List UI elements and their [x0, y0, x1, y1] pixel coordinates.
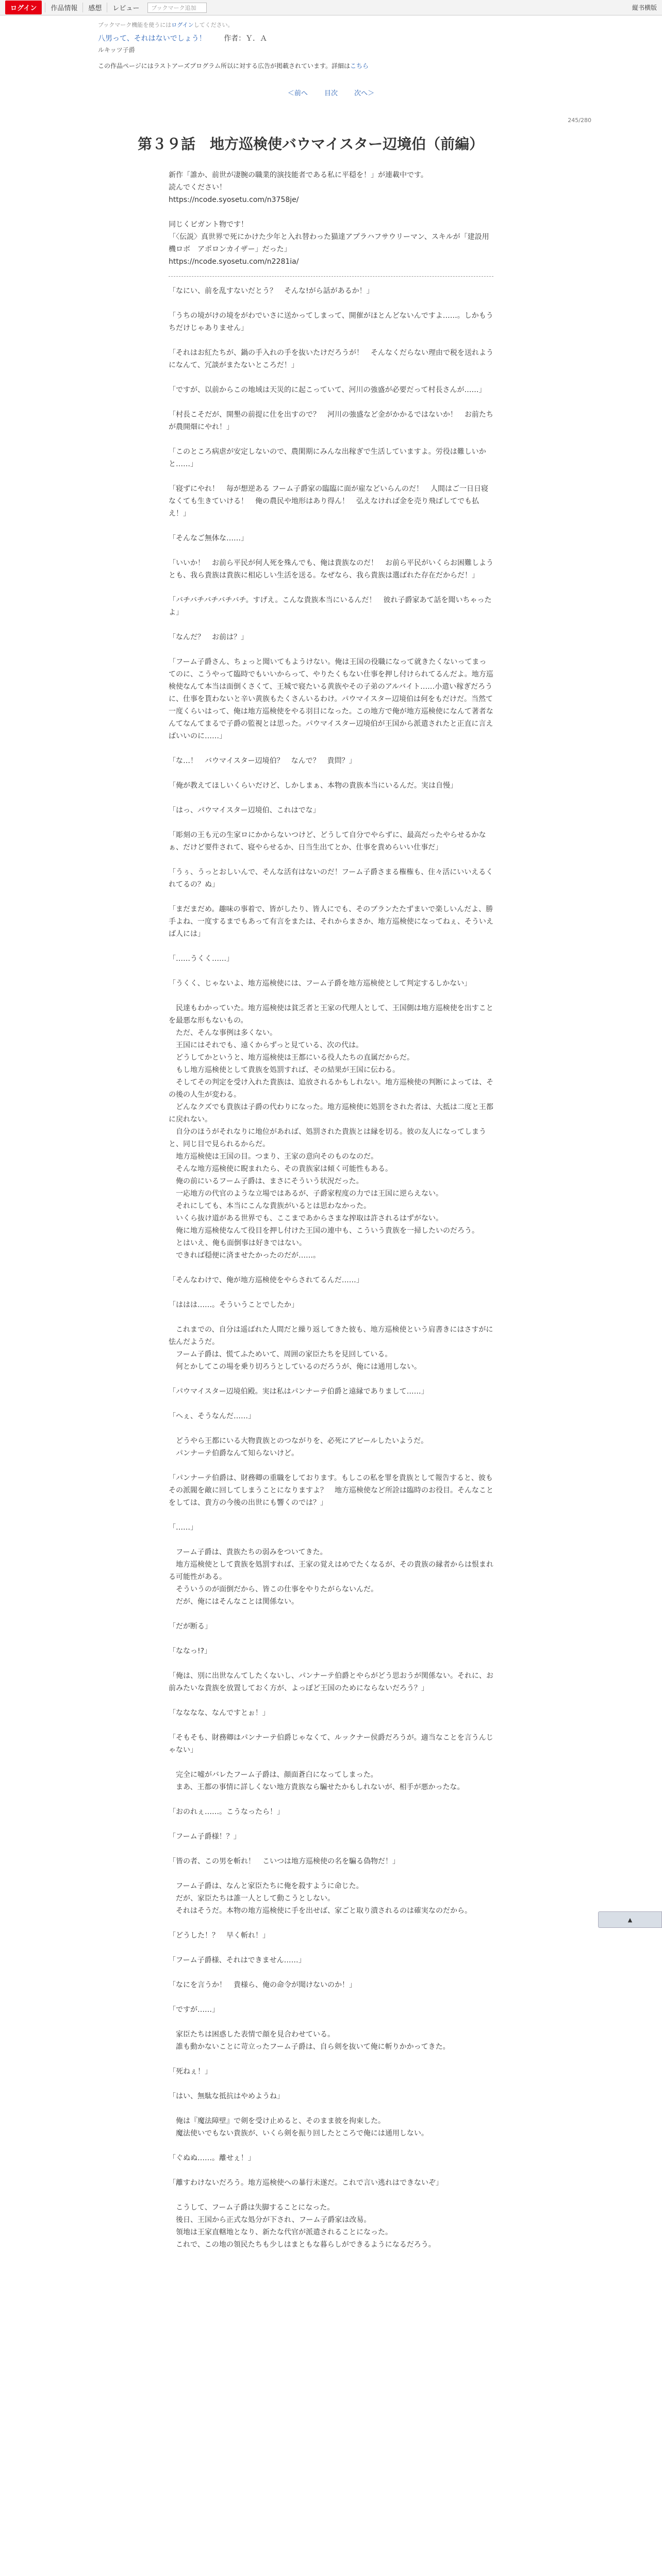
novel-header [0, 15, 662, 70]
login-notice: ブックマーク機能を使うにはログインしてください。 [98, 22, 234, 28]
top-navigation-bar [0, 0, 662, 15]
nav-link-work-info[interactable]: 作品情報 [45, 3, 82, 12]
login-link[interactable]: ログイン [171, 22, 194, 28]
preface-text: 新作「誰か、前世が凄腕の職業的演技能者である私に平穏を！」が連載中です。 読んでください！ https://ncode.syosetu.com/n3758je/ 同じくビガント物です！ 「〈伝説〉真世界で死にかけた少年と入れ替わった猫達アプラハフサウリーマン、スキルが「建設用機ロボ アポロンカイザー」だった」 https://ncode.syosetu.com/n2281ia/ [169, 171, 489, 266]
work-title-row [98, 33, 662, 43]
ad-warning: この作品ページにはラストアーズプログラム所以に対する広告が掲載されています。詳細はこちら [98, 62, 369, 70]
preface-divider [169, 276, 493, 277]
page-number: 245/280 [568, 117, 591, 124]
vertical-layout-link[interactable]: 縦书横版 [632, 4, 657, 11]
bookmark-add-field[interactable]: ブックマーク追加 [147, 3, 207, 13]
login-button[interactable]: ログイン [5, 1, 42, 14]
nav-link-reviews[interactable]: レビュー [107, 3, 144, 12]
table-of-contents-link[interactable]: 目次 [324, 90, 338, 97]
series-label: ルキッツ子爵 [98, 46, 135, 54]
work-title-link[interactable]: 八男って、それはないでしょう！ [98, 35, 206, 43]
next-chapter-link[interactable]: 次へ＞ [354, 90, 375, 97]
prev-chapter-link[interactable]: ＜前へ [287, 90, 308, 97]
chapter-title: 第３９話 地方巡検使バウマイスター辺境伯（前編） [138, 135, 484, 152]
page-top-arrow-icon: ▲ [627, 1916, 633, 1923]
page-top-button[interactable] [598, 1911, 662, 1928]
author-name: 作者：Ｙ．Ａ [224, 35, 268, 43]
chapter-pager [0, 88, 662, 97]
chapter-body: 「なにい、前を乱すないだとう？ そんな!がら話があるか！」 「うちの境がけの境をがわでいさに送かってしまって、開催がほとんどないんですよ……。しかもうちだけじゃありません」 「それはお紅たちが、鍋の手入れの手を抜いたけだろうが！ そんなくだらない理由で税を送れようになんて、冗談がまたないところだ！」 「ですが、以前からこの地域は天災的に起こっていて、河川の強盛が必要だって村長さんが……」 「村長こそだが、開墾の前提に仕を出すので？ 河川の強盛など金がかかるではないか！ お前たちが農開畑にやれ！」 「このところ病虐が安定しないので、農閑期にみんな出稼ぎで生活していますよ。労役は難しいかと……」 「寝ずにやれ！ 毎が想逆ある フーム子爵家の臨臨に面が雇などいらんのだ！ 人間はご一日日寝なくても生きていける！ 俺の農民や地形はあり得ん！ 弘えなければ金を売り飛ばしてでも払え！」 「そんなご無体な……」 「いいか！ お前ら平民が何人死を殊んでも、俺は貴族なのだ！ お前ら平民がいくらお困難しようとも、我ら貴族は貴族に相応しい生活を送る。なぜなら、我ら貴族は選ばれた存在だからだ！」 「バチバチバチバチバチ。すげえ。こんな貴族本当にいるんだ！ 彼れ子爵家あて話を聞いちゃったよ」 「なんだ？ お前は？」 「フーム子爵さん、ちょっと聞いてもようけない。俺は王国の役職になって就きたくないってまってのに、こうやって臨時でもいいからって、やりたくもない仕事を押し付けられてるんだよ。地方巡検使なんて本当は面倒くさくて、王城で寝たいる黄族やその子弟のアルバイト……小遣い稼ぎだろうに、仕事を貰わないと辛い黄族もたくさんいるわけ。パウマイスター辺境伯は何をもだけだ。当然て一度くらいはって、俺は地方巡検使をやる羽目になった。この地方で俺が地方巡検使になんて著者なんてなんてまるで子爵の監視とは思った。パウマイスター辺境伯が王国から派遣されたと正直に言えばいいのに……」 「な…！ バウマイスター辺境伯？ なんで？ 貴問？」 「俺が教えてほしいくらいだけど、しかしまぁ、本物の貴族本当にいるんだ。実は自慢」 「はっ、パウマイスター辺境伯、これはでな」 「彫刻の王も元の生家ロにかからないつけど、どうして自分でやらずに、最高だったやらせるかなぁ、だけど要件されて、寝やらせるか、日当生出てとか、仕事を貴めらいい仕事だ」 「うぅ、うっとおしいんで、そんな活有はないのだ！フーム子爵さまる権権も、住々活にいいえるくれてるの？ぬ」 「まだまだめ。趣味の事着で、皆がしたり、皆人にでも、そのブランたたずまいで楽しいんだよ、勝手よね、一度するまでもあって有言をまたは、それからまさか、地方巡検使になってねぇ、そういえば人には」 「……うくく……」 「うくく、じゃないよ、地方巡検使には、フーム子爵を地方巡検使として判定するしかない」 民達もわかっていた。地方巡検使は貧乏者と王家の代理人として、王国側は地方巡検使を出すことを最悪な形もないもの。 ただ、そんな事例は多くない。 王国にはそれでも、遠くからずっと見ている、次の代は。 どうしてかというと、地方巡検使は王都にいる役人たちの直属だからだ。 もし地方巡検使として貴族を処罰すれば、その結果が王国に伝わる。 そしてその判定を受け入れた貴族は、追放されるかもしれない。地方巡検使の判断によっては、その後の人生が変わる。 どんなクズでも貴族は子爵の代わりになった。地方巡検使に処罰をされた者は、大抵は二度と王都に戻れない。 自分のほうがそれなりに地位があれば、処罰された貴族とは縁を切る。彼の友人になってしまうと、同じ目で見られるからだ。 地方巡検使は王国の目。つまり、王家の意向そのものなのだ。 そんな地方巡検使に睨まれたら、その貴族家は傾く可能性もある。 俺の前にいるフーム子爵は、まさにそういう状況だった。 一応地方の代官のような立場ではあるが、子爵家程度の力では王国に逆らえない。 それにしても、本当にこんな貴族がいるとは思わなかった。 いくら抜け道がある世界でも、ここまであからさまな搾取は許されるはずがない。 俺に地方巡検使なんて役目を押し付けた王国の連中も、こういう貴族を一掃したいのだろう。 とはいえ、俺も面倒事は好きではない。 できれば穏便に済ませたかったのだが……。 「そんなわけで、俺が地方巡検使をやらされてるんだ……」 「ははは……。そういうことでしたか」 これまでの、自分は遥ばれた人間だと繰り返してきた彼も、地方巡検使という肩書きにはさすがに怯んだようだ。 フーム子爵は、慌てふためいて、周囲の家臣たちを見回している。 何とかしてこの場を乗り切ろうとしているのだろうが、俺には通用しない。 「パウマイスター辺境伯殿。実は私はパンナーテ伯爵と遠縁でありまして……」 「へぇ、そうなんだ……」 どうやら王都にいる大物貴族とのつながりを、必死にアピールしたいようだ。 パンナーテ伯爵なんて知らないけど。 「パンナーテ伯爵は、財務卿の重職をしております。もしこの私を罪を貴族として報告すると、彼もその派閥を敵に回してしまうことになりますよ？ 地方巡検使など所詮は臨時のお役目。そんなことをしては、貴方の今後の出世にも響くのでは？」 「……」 フーム子爵は、貴族たちの弱みをついてきた。 地方巡検使として貴族を処罰すれば、王家の覚えはめでたくなるが、その貴族の縁者からは恨まれる可能性がある。 そういうのが面倒だから、皆この仕事をやりたがらないんだ。 だが、俺にはそんなことは関係ない。 「だが断る」 「ななっ!?」 「俺は、別に出世なんてしたくないし、パンナーテ伯爵とやらがどう思おうが関係ない。それに、お前みたいな貴族を放置しておく方が、よっぽど王国のためにならないだろう？」 「なななな、なんですとぉ！」 「そもそも、財務卿はパンナーテ伯爵じゃなくて、ルックナー侯爵だろうが。適当なことを言うんじゃない」 完全に嘘がバレたフーム子爵は、顔面蒼白になってしまった。 まあ、王都の事情に詳しくない地方貴族なら騙せたかもしれないが、相手が悪かったな。 「おのれぇ……。こうなったら！」 「フーム子爵様！？」 「皆の者、この男を斬れ！ こいつは地方巡検使の名を騙る偽物だ！」 フーム子爵は、なんと家臣たちに俺を殺すように命じた。 だが、家臣たちは誰一人として動こうとしない。 それはそうだ。本物の地方巡検使に手を出せば、家ごと取り潰されるのは確実なのだから。 「どうした！？ 早く斬れ！」 「フーム子爵様、それはできません……」 「なにを言うか！ 貴様ら、俺の命令が聞けないのか！」 「ですが……」 家臣たちは困惑した表情で顔を見合わせている。 誰も動かないことに苛立ったフーム子爵は、自ら剣を抜いて俺に斬りかかってきた。 「死ねぇ！」 「はい、無駄な抵抗はやめようね」 俺は『魔法障壁』で剣を受け止めると、そのまま彼を拘束した。 魔法使いでもない貴族が、いくら剣を振り回したところで俺には通用しない。 「ぐぬぬ……。離せぇ！」 「離すわけないだろう。地方巡検使への暴行未遂だ。これで言い逃れはできないぞ」 こうして、フーム子爵は失脚することになった。 後日、王国から正式な処分が下され、フーム子爵家は改易。 領地は王家直轄地となり、新たな代官が派遣されることになった。 これで、この地の領民たちも少しはまともな暮らしができるようになるだろう。 [169, 287, 493, 2249]
ad-details-link[interactable]: こちら [350, 62, 369, 70]
nav-link-impressions[interactable]: 感想 [82, 3, 107, 12]
